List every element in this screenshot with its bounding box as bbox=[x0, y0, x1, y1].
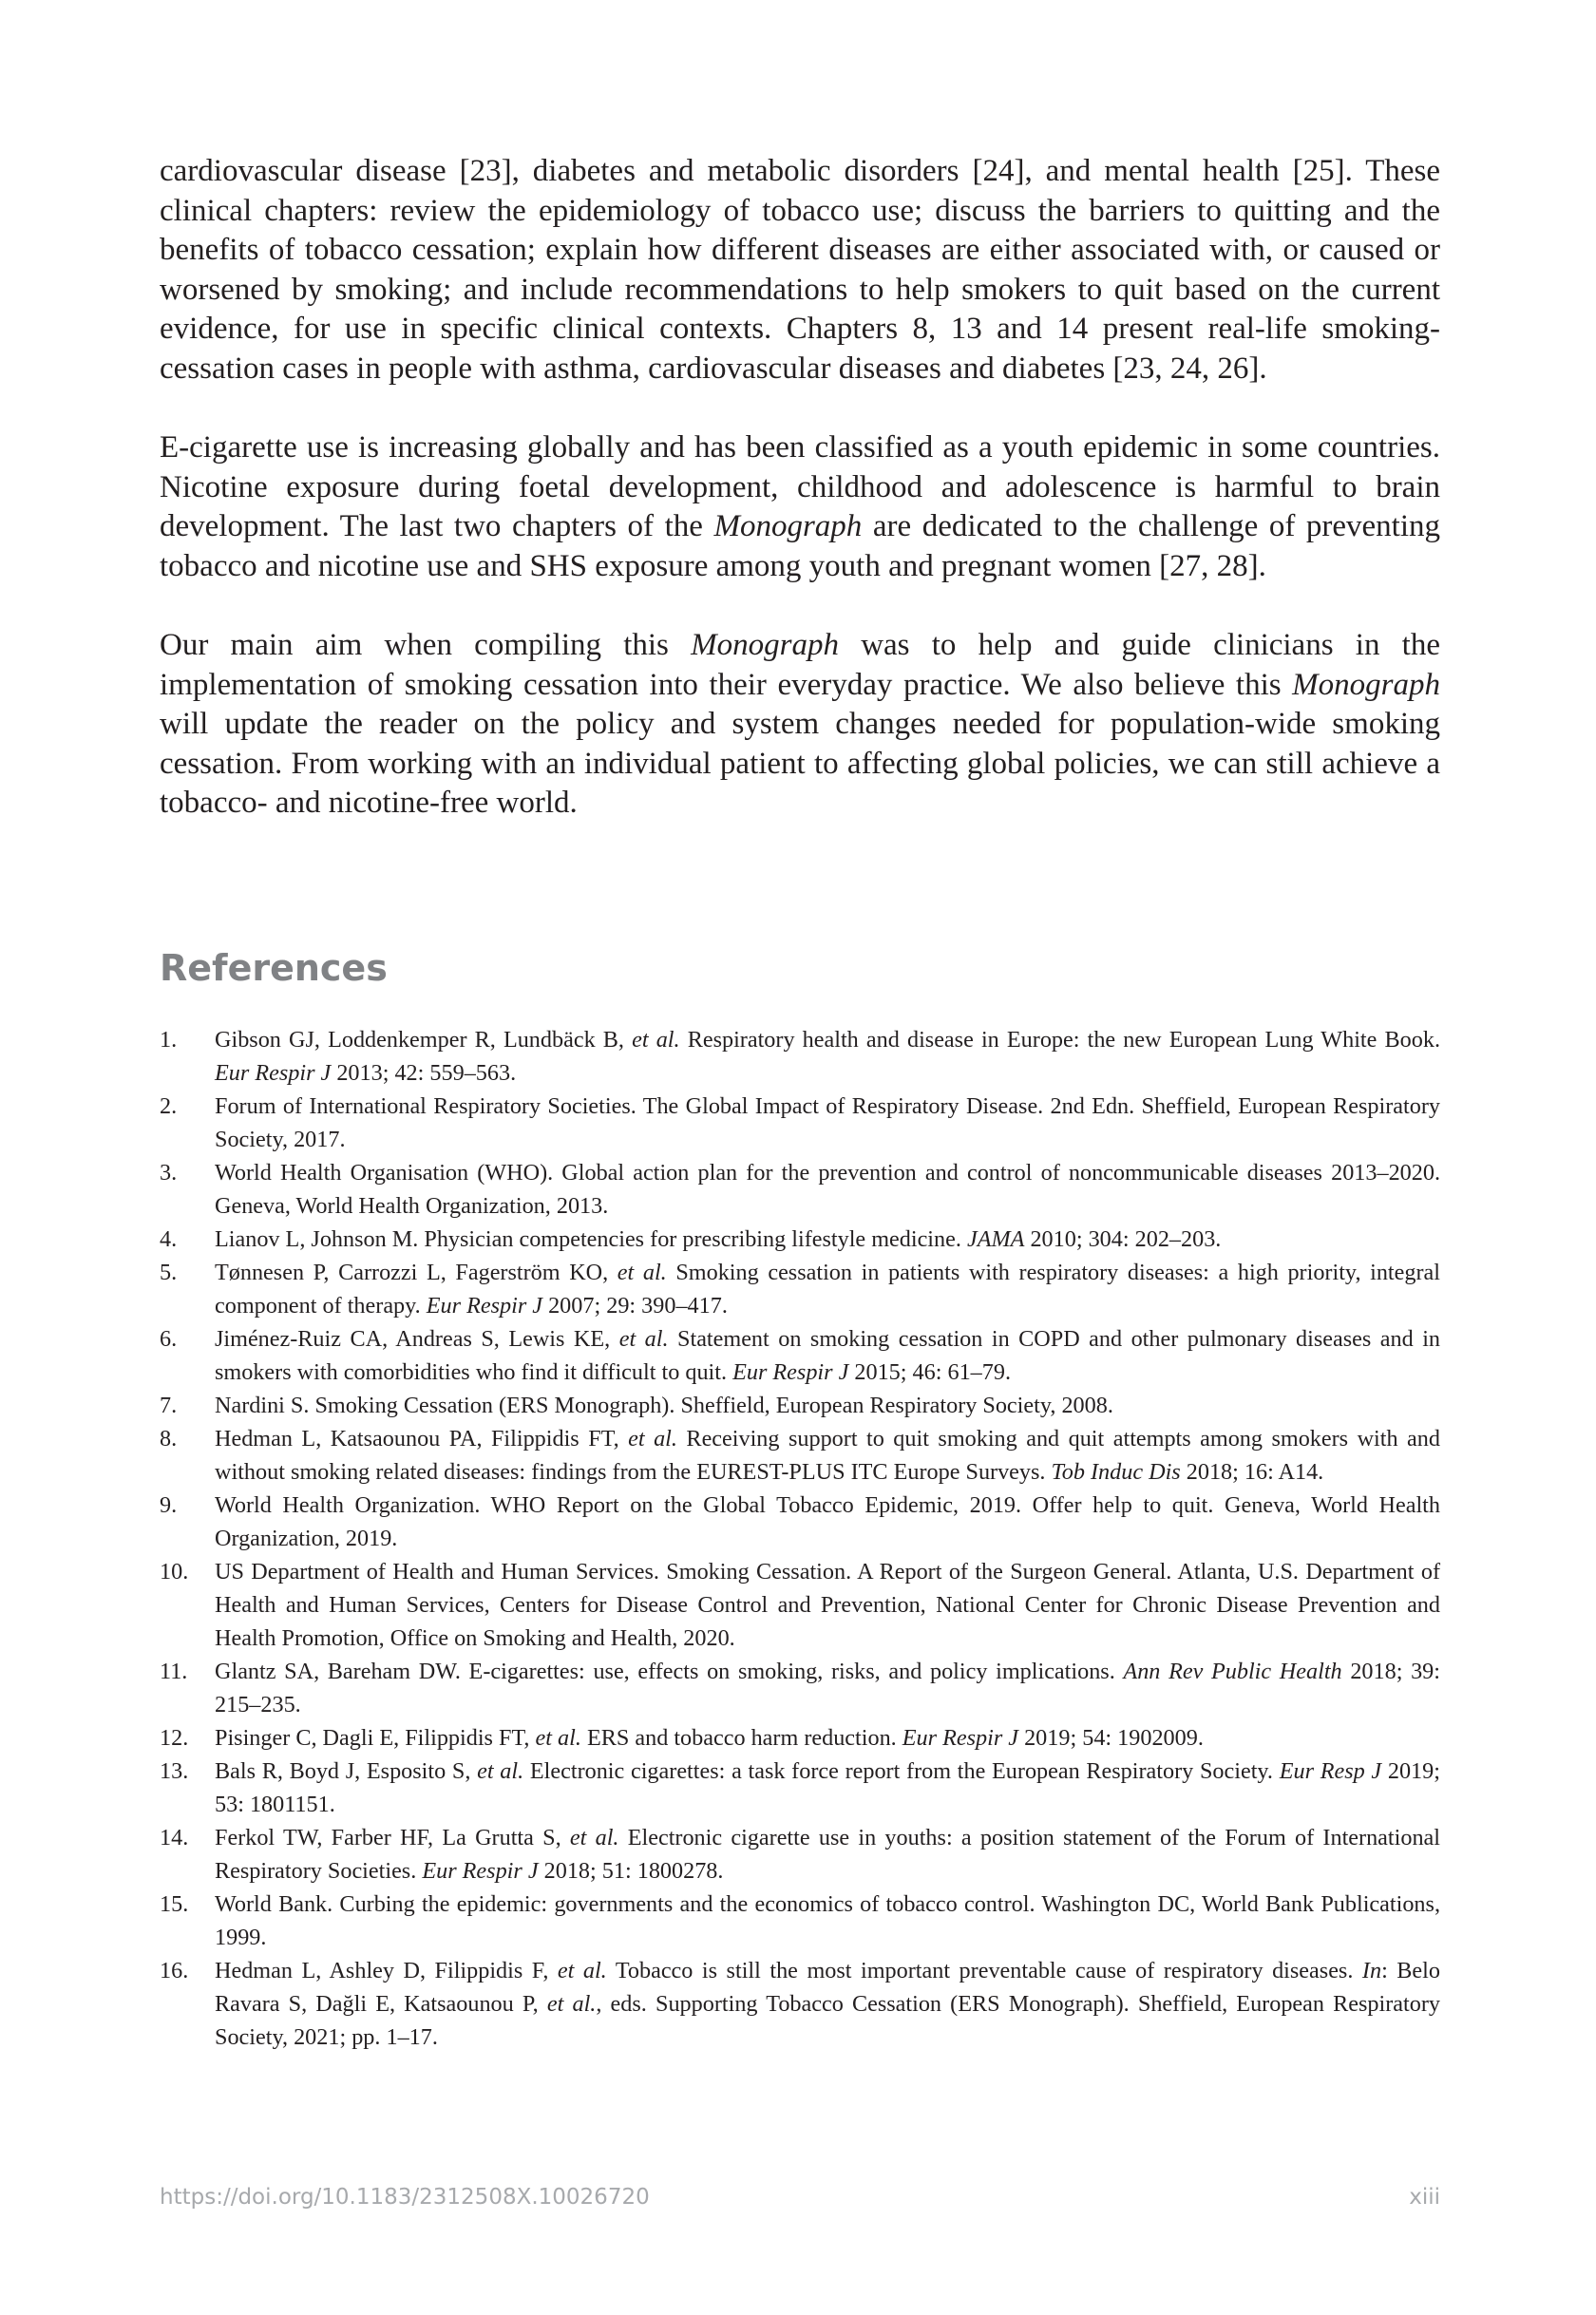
reference-number: 7. bbox=[160, 1392, 178, 1418]
text-run: Tobacco is still the most important preventable cause of respiratory diseases. bbox=[606, 1957, 1362, 1983]
reference-item bbox=[160, 1755, 1440, 1821]
reference-item bbox=[160, 1090, 1440, 1156]
page-number: xiii bbox=[1409, 2185, 1440, 2210]
text-run: E-cigarette use is increasing globally and has been classified as a youth epidemic in some countries. Nicotine exposure during foetal development, childhood and adolescence is harmful to brain development. The last two chapters of the bbox=[160, 430, 1440, 543]
reference-item bbox=[160, 1821, 1440, 1888]
reference-text bbox=[215, 1322, 1440, 1389]
text-run: Ferkol TW, Farber HF, La Grutta S, bbox=[215, 1824, 570, 1850]
text-run: 2015; 46: 61–79. bbox=[848, 1358, 1012, 1385]
text-run: 2010; 304: 202–203. bbox=[1024, 1225, 1222, 1252]
text-run: Receiving support to quit smoking and quit attempts among smokers with and without smoking related diseases: findings from the EUREST-PLUS ITC Europe Surveys. bbox=[215, 1425, 1440, 1485]
reference-item bbox=[160, 1954, 1440, 2054]
reference-item bbox=[160, 1156, 1440, 1223]
italic-text: et al. bbox=[628, 1425, 677, 1452]
reference-number: 16. bbox=[160, 1957, 189, 1983]
reference-item bbox=[160, 1256, 1440, 1322]
text-run: Smoking cessation in patients with respiratory diseases: a high priority, integral component of therapy. bbox=[215, 1259, 1440, 1319]
reference-text bbox=[215, 1721, 1440, 1755]
reference-item bbox=[160, 1422, 1440, 1489]
body-paragraph bbox=[160, 152, 1440, 389]
italic-text: Eur Respir J bbox=[215, 1059, 332, 1086]
italic-text: Monograph bbox=[713, 509, 863, 543]
reference-number: 9. bbox=[160, 1491, 178, 1518]
italic-text: et al. bbox=[569, 1824, 619, 1850]
reference-text bbox=[215, 1888, 1440, 1954]
reference-number: 11. bbox=[160, 1658, 188, 1684]
text-run: Forum of International Respiratory Societies. The Global Impact of Respiratory Disease. 2nd Edn. Sheffield, European Respiratory Society, 2017. bbox=[215, 1092, 1440, 1152]
text-run: Gibson GJ, Loddenkemper R, Lundbäck B, bbox=[215, 1026, 633, 1053]
reference-item bbox=[160, 1721, 1440, 1755]
reference-item bbox=[160, 1223, 1440, 1256]
italic-text: et al. bbox=[477, 1757, 524, 1784]
reference-item bbox=[160, 1655, 1440, 1721]
reference-text bbox=[215, 1156, 1440, 1223]
reference-number: 12. bbox=[160, 1724, 189, 1751]
text-run: Our main aim when compiling this bbox=[160, 628, 692, 662]
reference-list bbox=[160, 1023, 1440, 2054]
page-footer bbox=[160, 2185, 1440, 2210]
reference-number: 15. bbox=[160, 1890, 189, 1917]
reference-number: 10. bbox=[160, 1558, 189, 1584]
italic-text: In bbox=[1361, 1957, 1382, 1983]
references-heading: References bbox=[160, 946, 388, 989]
text-run: Hedman L, Katsaounou PA, Filippidis FT, bbox=[215, 1425, 629, 1452]
italic-text: Eur Respir J bbox=[426, 1292, 543, 1319]
reference-text bbox=[215, 1555, 1440, 1655]
italic-text: JAMA bbox=[966, 1225, 1025, 1252]
text-run: Pisinger C, Dagli E, Filippidis FT, bbox=[215, 1724, 536, 1751]
reference-number: 6. bbox=[160, 1325, 178, 1352]
text-run: Nardini S. Smoking Cessation (ERS Monograph). Sheffield, European Respiratory Society, 2008. bbox=[215, 1392, 1113, 1418]
reference-item bbox=[160, 1322, 1440, 1389]
reference-text bbox=[215, 1655, 1440, 1721]
text-run: was to help and guide clinicians in the implementation of smoking cessation into their everyday practice. We also believe this bbox=[160, 628, 1440, 702]
reference-item bbox=[160, 1489, 1440, 1555]
reference-number: 13. bbox=[160, 1757, 189, 1784]
reference-text bbox=[215, 1755, 1440, 1821]
italic-text: Ann Rev Public Health bbox=[1123, 1658, 1342, 1684]
text-run: Lianov L, Johnson M. Physician competencies for prescribing lifestyle medicine. bbox=[215, 1225, 967, 1252]
text-run: Electronic cigarettes: a task force report from the European Respiratory Society. bbox=[523, 1757, 1280, 1784]
italic-text: et al. bbox=[632, 1026, 680, 1053]
text-run: 2018; 51: 1800278. bbox=[538, 1857, 724, 1884]
text-run: Bals R, Boyd J, Esposito S, bbox=[215, 1757, 478, 1784]
body-text bbox=[160, 152, 1440, 824]
italic-text: Tob Induc Dis bbox=[1051, 1458, 1181, 1485]
text-run: cardiovascular disease [23], diabetes and metabolic disorders [24], and mental health [25]. These clinical chapters: review the epidemiology of tobacco use; discuss the barriers to quitting and the benefits of tobacco cessation; explain how different diseases are either associated with, or caused or worsened by smoking; and include recommendations to help smokers to quit based on the current evidence, for use in specific clinical contexts. Chapters 8, 13 and 14 present real-life smoking-cessation cases in people with asthma, cardiovascular diseases and diabetes [23, 24, 26]. bbox=[160, 154, 1440, 386]
text-run: World Health Organization. WHO Report on the Global Tobacco Epidemic, 2019. Offer help to quit. Geneva, World Health Organization, 2019. bbox=[215, 1491, 1440, 1551]
text-run: : Belo Ravara S, Dağli E, Katsaounou P, bbox=[215, 1957, 1440, 2017]
italic-text: et al. bbox=[546, 1990, 597, 2017]
reference-item bbox=[160, 1888, 1440, 1954]
reference-number: 3. bbox=[160, 1159, 178, 1186]
italic-text: Eur Resp J bbox=[1279, 1757, 1382, 1784]
text-run: Glantz SA, Bareham DW. E-cigarettes: use, effects on smoking, risks, and policy implications. bbox=[215, 1658, 1124, 1684]
body-paragraph bbox=[160, 626, 1440, 824]
text-run: will update the reader on the policy and system changes needed for population-wide smoking cessation. From working with an individual patient to affecting global policies, we can still achieve a tobacco- and nicotine-free world. bbox=[160, 707, 1440, 820]
italic-text: Eur Respir J bbox=[422, 1857, 539, 1884]
text-run: 2013; 42: 559–563. bbox=[331, 1059, 517, 1086]
italic-text: Eur Respir J bbox=[732, 1358, 849, 1385]
text-run: 2018; 16: A14. bbox=[1180, 1458, 1324, 1485]
italic-text: et al. bbox=[557, 1957, 607, 1983]
reference-text bbox=[215, 1223, 1440, 1256]
reference-text bbox=[215, 1954, 1440, 2054]
reference-text bbox=[215, 1256, 1440, 1322]
text-run: World Health Organisation (WHO). Global action plan for the prevention and control of noncommunicable diseases 2013–2020. Geneva, World Health Organization, 2013. bbox=[215, 1159, 1440, 1219]
italic-text: Eur Respir J bbox=[902, 1724, 1019, 1751]
italic-text: Monograph bbox=[1292, 667, 1440, 702]
reference-number: 4. bbox=[160, 1225, 178, 1252]
reference-text bbox=[215, 1090, 1440, 1156]
text-run: US Department of Health and Human Services. Smoking Cessation. A Report of the Surgeon General. Atlanta, U.S. Department of Health and Human Services, Centers for Disease Control and Prevention, National Center for Chronic Disease Prevention and Health Promotion, Office on Smoking and Health, 2020. bbox=[215, 1558, 1440, 1651]
text-run: Jiménez-Ruiz CA, Andreas S, Lewis KE, bbox=[215, 1325, 619, 1352]
reference-number: 1. bbox=[160, 1026, 178, 1053]
reference-text bbox=[215, 1821, 1440, 1888]
italic-text: et al. bbox=[535, 1724, 581, 1751]
italic-text: et al. bbox=[617, 1259, 667, 1285]
page-content bbox=[160, 152, 1440, 2054]
text-run: are dedicated to the challenge of preventing tobacco and nicotine use and SHS exposure among youth and pregnant women [27, 28]. bbox=[160, 509, 1440, 583]
reference-item bbox=[160, 1555, 1440, 1655]
text-run: ERS and tobacco harm reduction. bbox=[580, 1724, 902, 1751]
italic-text: Monograph bbox=[691, 628, 839, 662]
text-run: Statement on smoking cessation in COPD and other pulmonary diseases and in smokers with comorbidities who find it difficult to quit. bbox=[215, 1325, 1441, 1385]
text-run: Electronic cigarette use in youths: a position statement of the Forum of International Respiratory Societies. bbox=[215, 1824, 1440, 1884]
reference-number: 2. bbox=[160, 1092, 178, 1119]
doi-link[interactable]: https://doi.org/10.1183/2312508X.10026720 bbox=[160, 2185, 650, 2210]
text-run: , eds. Supporting Tobacco Cessation (ERS Monograph). Sheffield, European Respiratory Society, 2021; pp. 1–17. bbox=[215, 1990, 1440, 2050]
reference-number: 14. bbox=[160, 1824, 189, 1850]
text-run: Hedman L, Ashley D, Filippidis F, bbox=[215, 1957, 558, 1983]
reference-text bbox=[215, 1389, 1440, 1422]
reference-number: 8. bbox=[160, 1425, 178, 1452]
reference-text bbox=[215, 1023, 1440, 1090]
italic-text: et al. bbox=[618, 1325, 669, 1352]
text-run: 2019; 54: 1902009. bbox=[1018, 1724, 1204, 1751]
text-run: World Bank. Curbing the epidemic: governments and the economics of tobacco control. Washington DC, World Bank Publications, 1999. bbox=[215, 1890, 1440, 1950]
reference-text bbox=[215, 1489, 1440, 1555]
text-run: 2007; 29: 390–417. bbox=[542, 1292, 728, 1319]
reference-item bbox=[160, 1389, 1440, 1422]
text-run: 2018; 39: 215–235. bbox=[215, 1658, 1440, 1717]
reference-number: 5. bbox=[160, 1259, 178, 1285]
text-run: 2019; 53: 1801151. bbox=[215, 1757, 1440, 1817]
body-paragraph bbox=[160, 428, 1440, 586]
reference-item bbox=[160, 1023, 1440, 1090]
text-run: Tønnesen P, Carrozzi L, Fagerström KO, bbox=[215, 1259, 618, 1285]
text-run: Respiratory health and disease in Europe: the new European Lung White Book. bbox=[679, 1026, 1440, 1053]
reference-text bbox=[215, 1422, 1440, 1489]
